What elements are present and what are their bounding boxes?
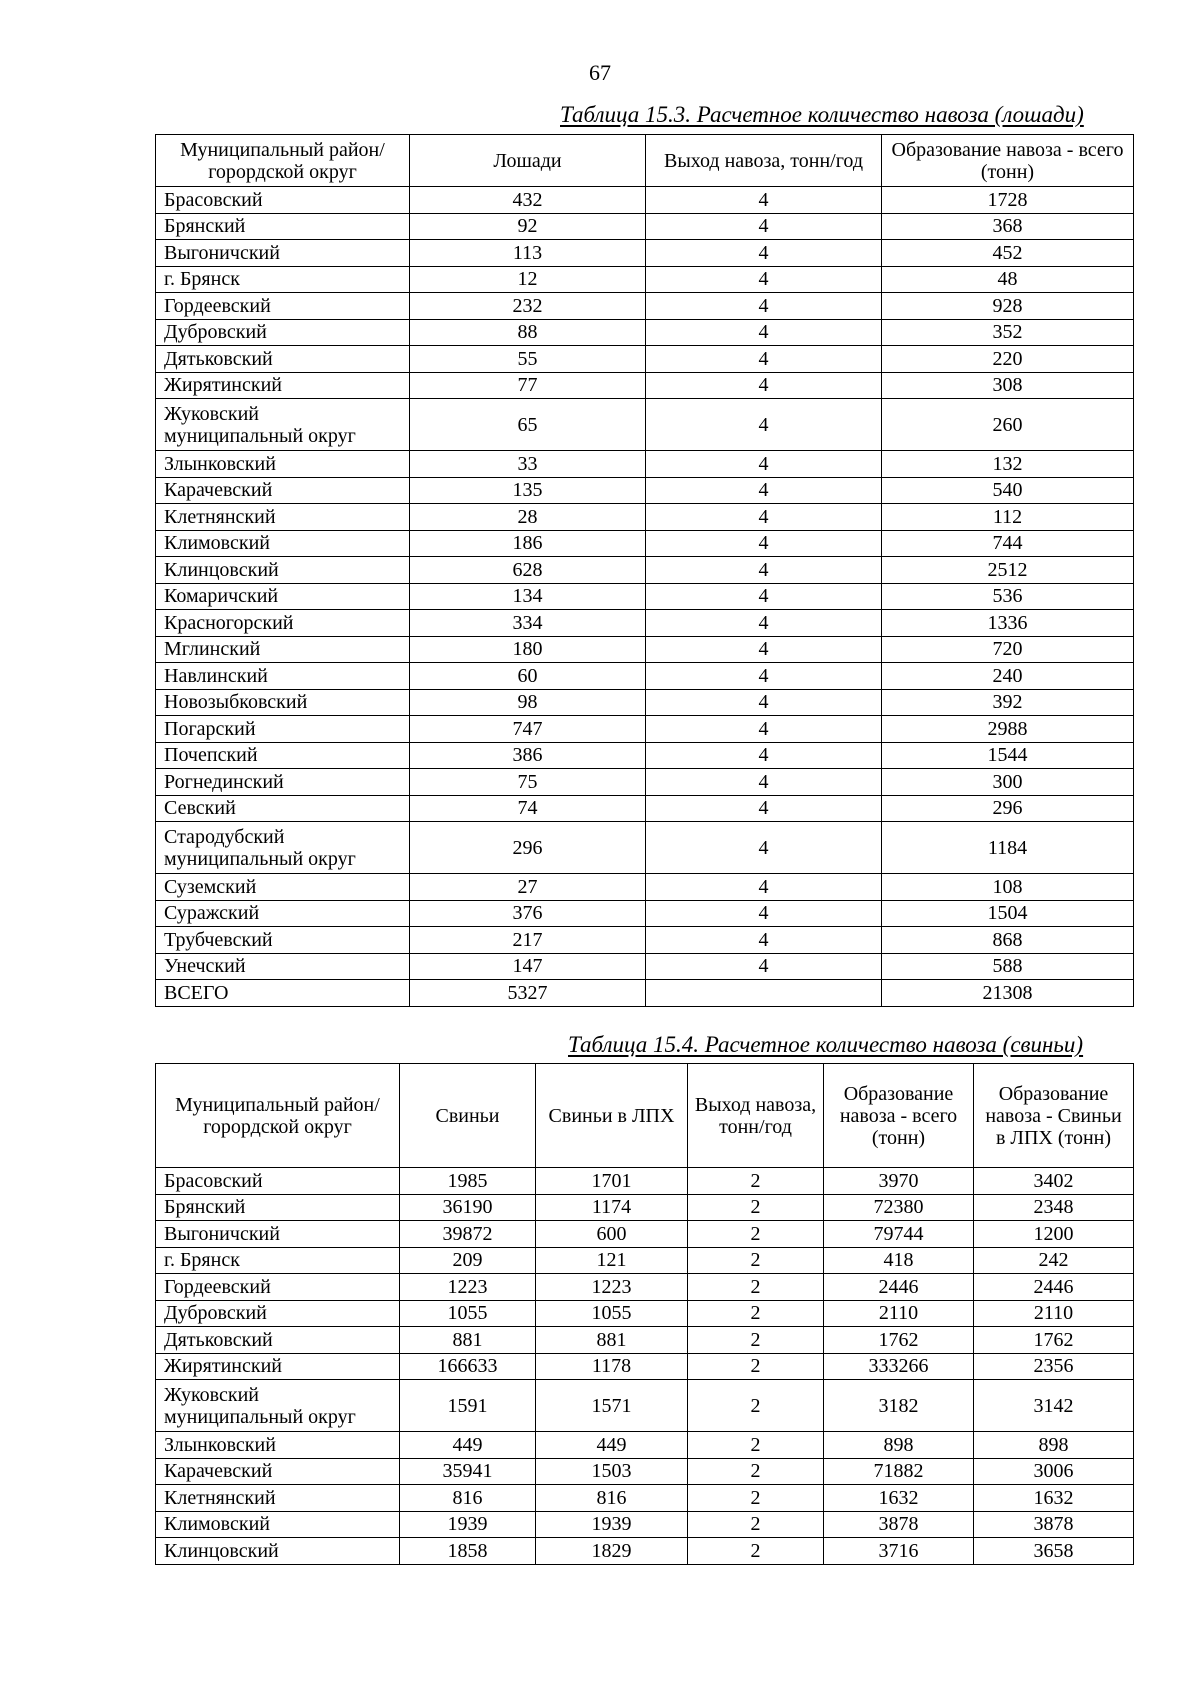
value-cell: 2 bbox=[688, 1485, 824, 1512]
district-name-cell: г. Брянск bbox=[156, 266, 410, 293]
table2-row bbox=[156, 1247, 1134, 1274]
district-name-cell: Злынковский bbox=[156, 451, 410, 478]
table1-header-manure-output: Выход навоза, тонн/год bbox=[646, 135, 882, 187]
district-name-cell: Злынковский bbox=[156, 1432, 400, 1459]
value-cell: 1055 bbox=[536, 1300, 688, 1327]
value-cell: 1762 bbox=[824, 1327, 974, 1354]
value-cell: 1701 bbox=[536, 1168, 688, 1195]
table2-row bbox=[156, 1168, 1134, 1195]
value-cell: 600 bbox=[536, 1221, 688, 1248]
table2-row bbox=[156, 1511, 1134, 1538]
value-cell: 4 bbox=[646, 346, 882, 373]
value-cell: 1174 bbox=[536, 1194, 688, 1221]
value-cell: 3402 bbox=[974, 1168, 1134, 1195]
value-cell: 28 bbox=[410, 504, 646, 531]
value-cell: 2 bbox=[688, 1274, 824, 1301]
value-cell: 2 bbox=[688, 1432, 824, 1459]
value-cell: 1858 bbox=[400, 1538, 536, 1565]
value-cell: 3716 bbox=[824, 1538, 974, 1565]
value-cell: 4 bbox=[646, 240, 882, 267]
table1-row bbox=[156, 266, 1134, 293]
value-cell: 147 bbox=[410, 953, 646, 980]
value-cell: 4 bbox=[646, 610, 882, 637]
table1-row bbox=[156, 399, 1134, 451]
value-cell: 1762 bbox=[974, 1327, 1134, 1354]
table1-row bbox=[156, 557, 1134, 584]
district-name-cell: Жирятинский bbox=[156, 372, 410, 399]
value-cell: 1544 bbox=[882, 742, 1134, 769]
table1-header-manure-total: Образование навоза - всего (тонн) bbox=[882, 135, 1134, 187]
horses-manure-table bbox=[155, 134, 1134, 1007]
table2-header-pigs: Свиньи bbox=[400, 1064, 536, 1168]
value-cell: 135 bbox=[410, 477, 646, 504]
table2-header-manure-output: Выход навоза, тонн/год bbox=[688, 1064, 824, 1168]
value-cell: 1591 bbox=[400, 1380, 536, 1432]
table1-row bbox=[156, 583, 1134, 610]
value-cell: 3970 bbox=[824, 1168, 974, 1195]
value-cell: 1200 bbox=[974, 1221, 1134, 1248]
value-cell: 4 bbox=[646, 663, 882, 690]
value-cell: 134 bbox=[410, 583, 646, 610]
value-cell: 4 bbox=[646, 187, 882, 214]
value-cell: 4 bbox=[646, 583, 882, 610]
district-name-cell: Суражский bbox=[156, 900, 410, 927]
value-cell: 816 bbox=[400, 1485, 536, 1512]
value-cell: 4 bbox=[646, 319, 882, 346]
value-cell bbox=[646, 980, 882, 1007]
value-cell: 242 bbox=[974, 1247, 1134, 1274]
value-cell: 4 bbox=[646, 477, 882, 504]
value-cell: 296 bbox=[410, 822, 646, 874]
value-cell: 1178 bbox=[536, 1353, 688, 1380]
value-cell: 720 bbox=[882, 636, 1134, 663]
table1-row bbox=[156, 213, 1134, 240]
value-cell: 4 bbox=[646, 874, 882, 901]
value-cell: 4 bbox=[646, 769, 882, 796]
value-cell: 1632 bbox=[824, 1485, 974, 1512]
value-cell: 2 bbox=[688, 1538, 824, 1565]
value-cell: 352 bbox=[882, 319, 1134, 346]
value-cell: 220 bbox=[882, 346, 1134, 373]
table2-row bbox=[156, 1274, 1134, 1301]
value-cell: 2 bbox=[688, 1511, 824, 1538]
table1-caption: Таблица 15.3. Расчетное количество навоза (лошади) bbox=[560, 102, 1084, 127]
value-cell: 1223 bbox=[536, 1274, 688, 1301]
value-cell: 39872 bbox=[400, 1221, 536, 1248]
district-name-cell: Трубчевский bbox=[156, 927, 410, 954]
value-cell: 74 bbox=[410, 795, 646, 822]
value-cell: 747 bbox=[410, 716, 646, 743]
table1-row bbox=[156, 716, 1134, 743]
value-cell: 386 bbox=[410, 742, 646, 769]
value-cell: 1571 bbox=[536, 1380, 688, 1432]
district-name-cell: Дятьковский bbox=[156, 346, 410, 373]
table1-row bbox=[156, 769, 1134, 796]
value-cell: 368 bbox=[882, 213, 1134, 240]
value-cell: 4 bbox=[646, 451, 882, 478]
district-name-cell: Навлинский bbox=[156, 663, 410, 690]
district-name-cell: Гордеевский bbox=[156, 293, 410, 320]
value-cell: 5327 bbox=[410, 980, 646, 1007]
value-cell: 4 bbox=[646, 953, 882, 980]
table2-row bbox=[156, 1538, 1134, 1565]
table2-row bbox=[156, 1485, 1134, 1512]
value-cell: 88 bbox=[410, 319, 646, 346]
value-cell: 2 bbox=[688, 1353, 824, 1380]
value-cell: 4 bbox=[646, 293, 882, 320]
value-cell: 308 bbox=[882, 372, 1134, 399]
table1-body bbox=[156, 187, 1134, 1007]
table1-row bbox=[156, 530, 1134, 557]
value-cell: 240 bbox=[882, 663, 1134, 690]
value-cell: 452 bbox=[882, 240, 1134, 267]
value-cell: 121 bbox=[536, 1247, 688, 1274]
district-name-cell: Клетнянский bbox=[156, 1485, 400, 1512]
value-cell: 4 bbox=[646, 795, 882, 822]
value-cell: 881 bbox=[400, 1327, 536, 1354]
value-cell: 928 bbox=[882, 293, 1134, 320]
value-cell: 75 bbox=[410, 769, 646, 796]
value-cell: 3182 bbox=[824, 1380, 974, 1432]
value-cell: 898 bbox=[974, 1432, 1134, 1459]
table1-row bbox=[156, 346, 1134, 373]
value-cell: 4 bbox=[646, 504, 882, 531]
value-cell: 300 bbox=[882, 769, 1134, 796]
value-cell: 2 bbox=[688, 1247, 824, 1274]
table1-row bbox=[156, 240, 1134, 267]
value-cell: 2 bbox=[688, 1458, 824, 1485]
table2-row bbox=[156, 1458, 1134, 1485]
value-cell: 3878 bbox=[824, 1511, 974, 1538]
table1-row bbox=[156, 742, 1134, 769]
table1-row bbox=[156, 874, 1134, 901]
table2-row bbox=[156, 1380, 1134, 1432]
table1-row bbox=[156, 980, 1134, 1007]
value-cell: 4 bbox=[646, 530, 882, 557]
value-cell: 4 bbox=[646, 213, 882, 240]
district-name-cell: Суземский bbox=[156, 874, 410, 901]
value-cell: 2446 bbox=[974, 1274, 1134, 1301]
value-cell: 540 bbox=[882, 477, 1134, 504]
table2-caption: Таблица 15.4. Расчетное количество навоза (свиньи) bbox=[568, 1032, 1084, 1057]
table1-row bbox=[156, 795, 1134, 822]
value-cell: 209 bbox=[400, 1247, 536, 1274]
table1-row bbox=[156, 293, 1134, 320]
district-name-cell: Почепский bbox=[156, 742, 410, 769]
value-cell: 628 bbox=[410, 557, 646, 584]
district-name-cell: Рогнединский bbox=[156, 769, 410, 796]
table2-header-manure-total: Образование навоза - всего (тонн) bbox=[824, 1064, 974, 1168]
value-cell: 180 bbox=[410, 636, 646, 663]
table1-row bbox=[156, 504, 1134, 531]
value-cell: 898 bbox=[824, 1432, 974, 1459]
district-name-cell: Выгоничский bbox=[156, 1221, 400, 1248]
value-cell: 132 bbox=[882, 451, 1134, 478]
value-cell: 449 bbox=[536, 1432, 688, 1459]
table2-row bbox=[156, 1327, 1134, 1354]
value-cell: 4 bbox=[646, 689, 882, 716]
value-cell: 2 bbox=[688, 1300, 824, 1327]
value-cell: 2 bbox=[688, 1221, 824, 1248]
value-cell: 108 bbox=[882, 874, 1134, 901]
value-cell: 868 bbox=[882, 927, 1134, 954]
district-name-cell: Брасовский bbox=[156, 187, 410, 214]
value-cell: 1504 bbox=[882, 900, 1134, 927]
value-cell: 432 bbox=[410, 187, 646, 214]
value-cell: 2512 bbox=[882, 557, 1134, 584]
value-cell: 2356 bbox=[974, 1353, 1134, 1380]
value-cell: 333266 bbox=[824, 1353, 974, 1380]
value-cell: 217 bbox=[410, 927, 646, 954]
district-name-cell: Дятьковский bbox=[156, 1327, 400, 1354]
district-name-cell: Жирятинский bbox=[156, 1353, 400, 1380]
value-cell: 816 bbox=[536, 1485, 688, 1512]
value-cell: 27 bbox=[410, 874, 646, 901]
district-name-cell: Дубровский bbox=[156, 1300, 400, 1327]
table1-row bbox=[156, 451, 1134, 478]
value-cell: 3142 bbox=[974, 1380, 1134, 1432]
district-name-cell: ВСЕГО bbox=[156, 980, 410, 1007]
value-cell: 113 bbox=[410, 240, 646, 267]
district-name-cell: Красногорский bbox=[156, 610, 410, 637]
district-name-cell: Севский bbox=[156, 795, 410, 822]
value-cell: 296 bbox=[882, 795, 1134, 822]
district-name-cell: Брянский bbox=[156, 1194, 400, 1221]
value-cell: 72380 bbox=[824, 1194, 974, 1221]
value-cell: 4 bbox=[646, 372, 882, 399]
table1-row bbox=[156, 636, 1134, 663]
table1-row bbox=[156, 319, 1134, 346]
table1-row bbox=[156, 900, 1134, 927]
value-cell: 77 bbox=[410, 372, 646, 399]
value-cell: 4 bbox=[646, 266, 882, 293]
table1-row bbox=[156, 372, 1134, 399]
table2-header-district: Муниципальный район/горордской округ bbox=[156, 1064, 400, 1168]
value-cell: 3006 bbox=[974, 1458, 1134, 1485]
value-cell: 2 bbox=[688, 1168, 824, 1195]
district-name-cell: Брасовский bbox=[156, 1168, 400, 1195]
value-cell: 536 bbox=[882, 583, 1134, 610]
district-name-cell: Новозыбковский bbox=[156, 689, 410, 716]
value-cell: 4 bbox=[646, 900, 882, 927]
table1-row bbox=[156, 927, 1134, 954]
page-number: 67 bbox=[589, 60, 611, 85]
district-name-cell: Комаричский bbox=[156, 583, 410, 610]
value-cell: 4 bbox=[646, 636, 882, 663]
table2-body bbox=[156, 1168, 1134, 1565]
district-name-cell: г. Брянск bbox=[156, 1247, 400, 1274]
table2-header-pigs-lph: Свиньи в ЛПХ bbox=[536, 1064, 688, 1168]
value-cell: 4 bbox=[646, 399, 882, 451]
value-cell: 392 bbox=[882, 689, 1134, 716]
table2-header-row bbox=[156, 1064, 1134, 1168]
district-name-cell: Клетнянский bbox=[156, 504, 410, 531]
value-cell: 588 bbox=[882, 953, 1134, 980]
value-cell: 71882 bbox=[824, 1458, 974, 1485]
value-cell: 449 bbox=[400, 1432, 536, 1459]
table1-row bbox=[156, 663, 1134, 690]
table1-header-district: Муниципальный район/горордской округ bbox=[156, 135, 410, 187]
value-cell: 260 bbox=[882, 399, 1134, 451]
value-cell: 376 bbox=[410, 900, 646, 927]
district-name-cell: Брянский bbox=[156, 213, 410, 240]
value-cell: 1939 bbox=[400, 1511, 536, 1538]
district-name-cell: Клинцовский bbox=[156, 557, 410, 584]
district-name-cell: Погарский bbox=[156, 716, 410, 743]
value-cell: 65 bbox=[410, 399, 646, 451]
value-cell: 36190 bbox=[400, 1194, 536, 1221]
value-cell: 1055 bbox=[400, 1300, 536, 1327]
value-cell: 232 bbox=[410, 293, 646, 320]
value-cell: 98 bbox=[410, 689, 646, 716]
table2-row bbox=[156, 1194, 1134, 1221]
value-cell: 1223 bbox=[400, 1274, 536, 1301]
district-name-cell: Гордеевский bbox=[156, 1274, 400, 1301]
district-name-cell: Клинцовский bbox=[156, 1538, 400, 1565]
district-name-cell: Мглинский bbox=[156, 636, 410, 663]
value-cell: 35941 bbox=[400, 1458, 536, 1485]
table2-row bbox=[156, 1300, 1134, 1327]
value-cell: 12 bbox=[410, 266, 646, 293]
table1-row bbox=[156, 822, 1134, 874]
value-cell: 1829 bbox=[536, 1538, 688, 1565]
value-cell: 186 bbox=[410, 530, 646, 557]
district-name-cell: Жуковский муниципальный округ bbox=[156, 399, 410, 451]
value-cell: 334 bbox=[410, 610, 646, 637]
table1-header-horses: Лошади bbox=[410, 135, 646, 187]
value-cell: 60 bbox=[410, 663, 646, 690]
value-cell: 166633 bbox=[400, 1353, 536, 1380]
district-name-cell: Стародубский муниципальный округ bbox=[156, 822, 410, 874]
value-cell: 2110 bbox=[974, 1300, 1134, 1327]
value-cell: 3658 bbox=[974, 1538, 1134, 1565]
value-cell: 112 bbox=[882, 504, 1134, 531]
value-cell: 2 bbox=[688, 1194, 824, 1221]
value-cell: 4 bbox=[646, 822, 882, 874]
value-cell: 1336 bbox=[882, 610, 1134, 637]
value-cell: 92 bbox=[410, 213, 646, 240]
value-cell: 4 bbox=[646, 742, 882, 769]
value-cell: 48 bbox=[882, 266, 1134, 293]
value-cell: 4 bbox=[646, 716, 882, 743]
value-cell: 1939 bbox=[536, 1511, 688, 1538]
value-cell: 1503 bbox=[536, 1458, 688, 1485]
value-cell: 21308 bbox=[882, 980, 1134, 1007]
table1-row bbox=[156, 953, 1134, 980]
value-cell: 744 bbox=[882, 530, 1134, 557]
value-cell: 2446 bbox=[824, 1274, 974, 1301]
district-name-cell: Выгоничский bbox=[156, 240, 410, 267]
value-cell: 2988 bbox=[882, 716, 1134, 743]
table2-row bbox=[156, 1432, 1134, 1459]
value-cell: 2 bbox=[688, 1327, 824, 1354]
value-cell: 2110 bbox=[824, 1300, 974, 1327]
value-cell: 2 bbox=[688, 1380, 824, 1432]
value-cell: 33 bbox=[410, 451, 646, 478]
district-name-cell: Климовский bbox=[156, 1511, 400, 1538]
value-cell: 55 bbox=[410, 346, 646, 373]
value-cell: 1632 bbox=[974, 1485, 1134, 1512]
table2-row bbox=[156, 1221, 1134, 1248]
value-cell: 1728 bbox=[882, 187, 1134, 214]
table1-row bbox=[156, 187, 1134, 214]
table1-row bbox=[156, 689, 1134, 716]
value-cell: 1184 bbox=[882, 822, 1134, 874]
value-cell: 881 bbox=[536, 1327, 688, 1354]
value-cell: 2348 bbox=[974, 1194, 1134, 1221]
value-cell: 4 bbox=[646, 557, 882, 584]
value-cell: 418 bbox=[824, 1247, 974, 1274]
district-name-cell: Карачевский bbox=[156, 1458, 400, 1485]
district-name-cell: Климовский bbox=[156, 530, 410, 557]
value-cell: 1985 bbox=[400, 1168, 536, 1195]
table1-row bbox=[156, 610, 1134, 637]
value-cell: 4 bbox=[646, 927, 882, 954]
district-name-cell: Дубровский bbox=[156, 319, 410, 346]
table2-header-manure-lph: Образование навоза - Свиньи в ЛПХ (тонн) bbox=[974, 1064, 1134, 1168]
value-cell: 79744 bbox=[824, 1221, 974, 1248]
table2-row bbox=[156, 1353, 1134, 1380]
district-name-cell: Карачевский bbox=[156, 477, 410, 504]
pigs-manure-table bbox=[155, 1063, 1134, 1565]
value-cell: 3878 bbox=[974, 1511, 1134, 1538]
district-name-cell: Жуковский муниципальный округ bbox=[156, 1380, 400, 1432]
table1-header-row bbox=[156, 135, 1134, 187]
district-name-cell: Унечский bbox=[156, 953, 410, 980]
table1-row bbox=[156, 477, 1134, 504]
